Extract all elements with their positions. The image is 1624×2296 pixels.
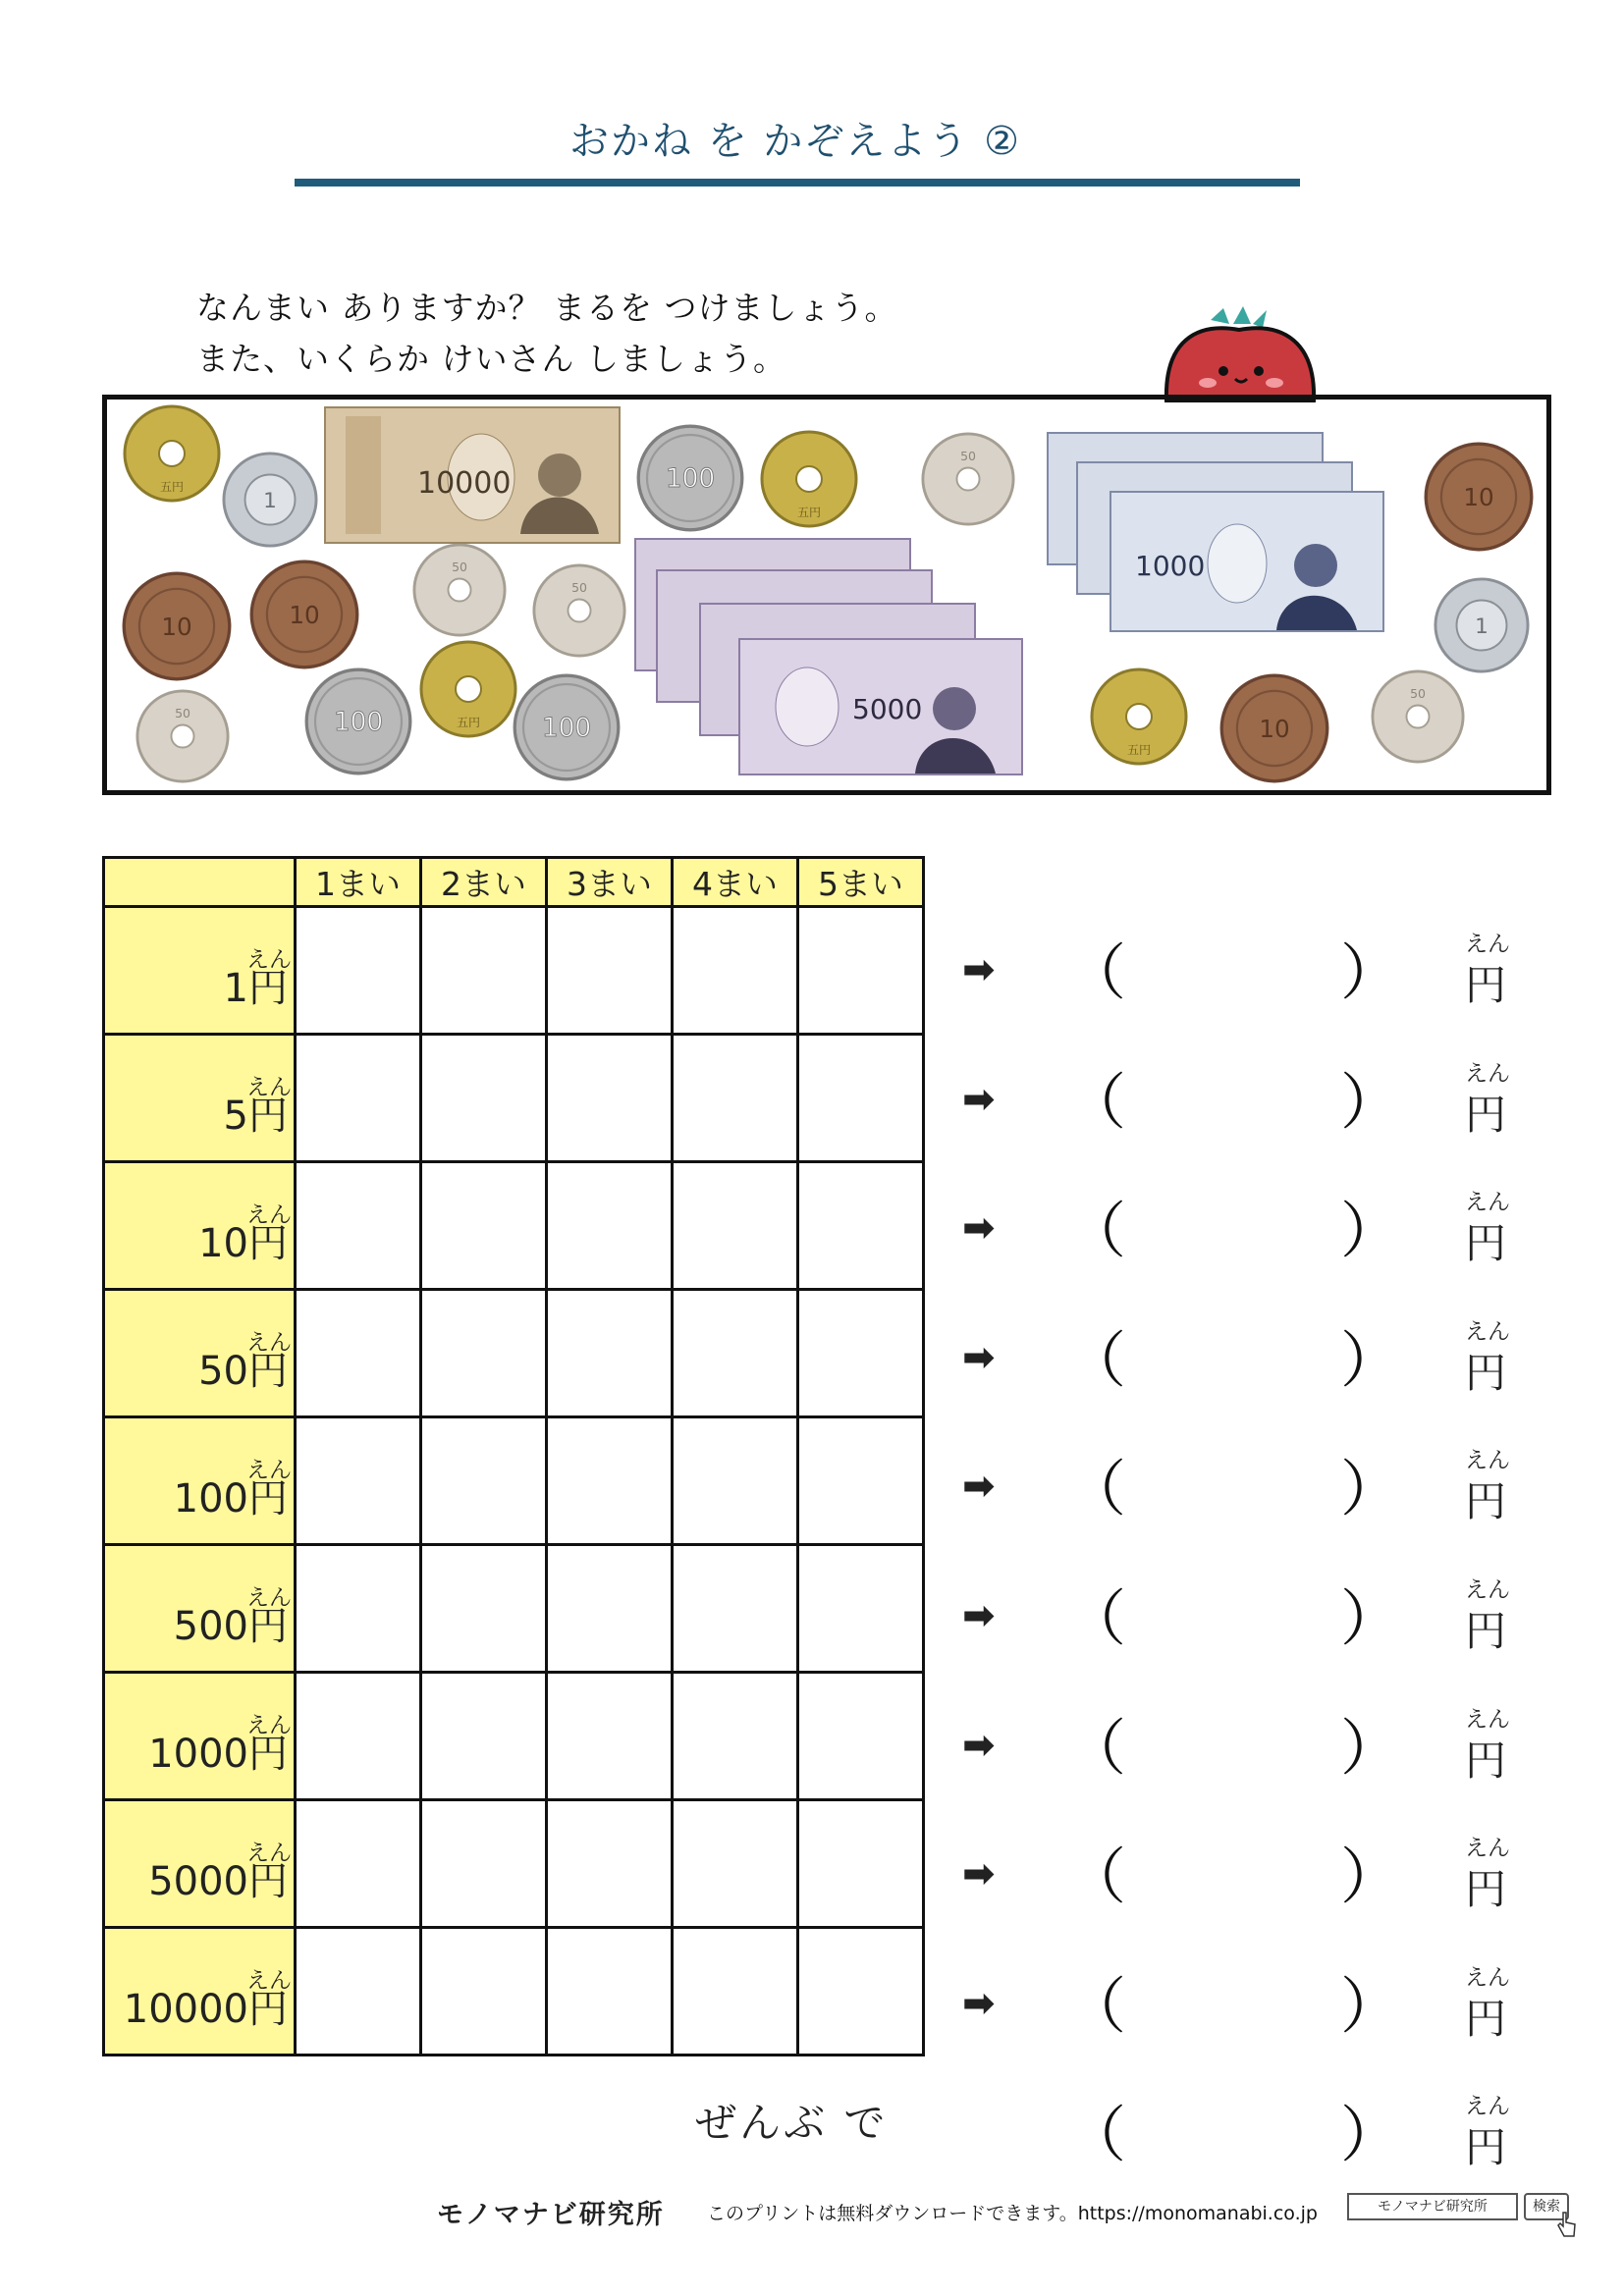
unit-ruby: えん: [1465, 1964, 1510, 1991]
svg-text:100: 100: [665, 462, 716, 494]
table-row: [104, 1162, 924, 1290]
svg-text:50: 50: [175, 705, 190, 721]
close-bracket: ）: [1340, 1453, 1402, 1525]
open-bracket: （: [1065, 1582, 1127, 1654]
fifty-yen-coin-icon: [135, 689, 230, 783]
answer-cell[interactable]: [296, 1928, 421, 2056]
fifty-yen-coin-icon: [532, 563, 626, 658]
answer-cell[interactable]: [296, 1673, 421, 1800]
answer-cell[interactable]: [547, 1417, 673, 1545]
svg-text:50: 50: [571, 579, 587, 595]
answer-cell[interactable]: [421, 1417, 547, 1545]
answer-cell[interactable]: [798, 1928, 924, 2056]
five-yen-coin-icon: [1090, 667, 1188, 766]
answer-cell[interactable]: [547, 1800, 673, 1928]
answer-cell[interactable]: [798, 1673, 924, 1800]
arrow-icon: ➡: [962, 1851, 996, 1897]
svg-text:5000: 5000: [852, 693, 923, 725]
row-label: 50円: [198, 1349, 288, 1394]
answer-cell[interactable]: [421, 1673, 547, 1800]
column-header: 1まい: [296, 858, 421, 907]
svg-text:五円: 五円: [159, 480, 185, 494]
arrow-icon: ➡: [962, 1464, 996, 1510]
row-label: 1円: [223, 966, 288, 1011]
open-bracket: （: [1065, 1195, 1127, 1267]
table-row: [104, 1800, 924, 1928]
answer-cell[interactable]: [421, 1035, 547, 1162]
answer-cell[interactable]: [547, 1162, 673, 1290]
five-yen-coin-icon: [419, 640, 517, 738]
answer-cell[interactable]: [547, 1545, 673, 1673]
open-bracket: （: [1065, 1841, 1127, 1913]
ten-yen-coin-icon: [249, 560, 359, 669]
svg-text:1: 1: [263, 488, 277, 513]
close-bracket: ）: [1340, 1711, 1402, 1784]
fifty-yen-coin-icon: [412, 543, 507, 637]
table-header-row: [104, 858, 924, 907]
svg-text:100: 100: [541, 712, 592, 743]
answer-cell[interactable]: [798, 1800, 924, 1928]
yen-unit: 円: [1465, 1090, 1507, 1139]
open-bracket: （: [1065, 1969, 1127, 2042]
hundred-yen-coin-icon: [304, 667, 412, 775]
row-label: 10000円: [123, 1987, 288, 2032]
answer-cell[interactable]: [421, 1162, 547, 1290]
svg-text:10: 10: [1259, 714, 1290, 743]
svg-text:1: 1: [1475, 614, 1489, 639]
table-row: [104, 1545, 924, 1673]
close-bracket: ）: [1340, 1969, 1402, 2042]
answer-cell[interactable]: [421, 1290, 547, 1417]
answer-cell[interactable]: [547, 1035, 673, 1162]
answer-cell[interactable]: [296, 1290, 421, 1417]
answer-cell[interactable]: [798, 1290, 924, 1417]
table-corner-cell: [104, 858, 296, 907]
five-yen-coin-icon: [123, 404, 221, 503]
answer-cell[interactable]: [421, 1545, 547, 1673]
footer-note: このプリントは無料ダウンロードできます。https://monomanabi.co.jp: [707, 2203, 1318, 2224]
row-ruby: えん: [246, 1841, 292, 1866]
close-bracket: ）: [1340, 1582, 1402, 1654]
table-row: [104, 1928, 924, 2056]
close-bracket: ）: [1340, 1323, 1402, 1396]
ten-thousand-yen-bill-icon: [324, 406, 621, 544]
table-row: [104, 1290, 924, 1417]
answer-cell[interactable]: [673, 1673, 798, 1800]
ten-yen-coin-icon: [1424, 442, 1534, 552]
row-label: 500円: [173, 1604, 288, 1649]
close-bracket: ）: [1340, 1195, 1402, 1267]
arrow-icon: ➡: [962, 1593, 996, 1638]
instruction-line-2: また、いくらか けいさん しましょう。: [196, 340, 786, 378]
row-ruby: えん: [246, 1713, 292, 1738]
answer-cell[interactable]: [547, 1290, 673, 1417]
open-bracket: （: [1065, 936, 1127, 1008]
yen-unit: 円: [1465, 1865, 1507, 1914]
pointer-hand-icon: [1557, 2211, 1577, 2238]
column-header: 4まい: [673, 858, 798, 907]
unit-ruby: えん: [1465, 1577, 1510, 1603]
row-label-cell: [104, 1673, 296, 1800]
row-ruby: えん: [246, 947, 292, 973]
row-label-cell: [104, 1162, 296, 1290]
unit-ruby: えん: [1465, 932, 1510, 957]
row-label-cell: [104, 1545, 296, 1673]
answer-cell[interactable]: [673, 1800, 798, 1928]
svg-text:100: 100: [333, 706, 384, 737]
yen-unit: 円: [1465, 2123, 1507, 2172]
unit-ruby: えん: [1465, 1448, 1510, 1474]
yen-unit: 円: [1465, 1219, 1507, 1268]
answer-cell[interactable]: [673, 1928, 798, 2056]
column-header: 5まい: [798, 858, 924, 907]
unit-ruby: えん: [1465, 1836, 1510, 1862]
row-ruby: えん: [246, 1585, 292, 1611]
open-bracket: （: [1065, 1711, 1127, 1784]
svg-text:10: 10: [161, 612, 192, 641]
table-row: [104, 1673, 924, 1800]
monomanabi-logo: モノマナビ研究所: [437, 2200, 665, 2230]
close-bracket: ）: [1340, 1841, 1402, 1913]
close-bracket: ）: [1340, 936, 1402, 1008]
ten-yen-coin-icon: [122, 571, 232, 681]
title-underline: [295, 179, 1300, 187]
answer-cell[interactable]: [798, 1545, 924, 1673]
unit-ruby: えん: [1465, 1318, 1510, 1345]
unit-ruby: えん: [1465, 1190, 1510, 1216]
open-bracket: （: [1065, 2099, 1127, 2171]
arrow-icon: ➡: [962, 1205, 996, 1252]
one-yen-coin-icon: [1434, 577, 1530, 673]
svg-text:50: 50: [960, 448, 976, 463]
row-label: 10円: [198, 1221, 288, 1266]
svg-text:50: 50: [1410, 685, 1426, 701]
total-label: ぜんぶ で: [695, 2099, 889, 2147]
row-label: 5円: [223, 1094, 288, 1139]
fifty-yen-coin-icon: [921, 432, 1015, 526]
open-bracket: （: [1065, 1065, 1127, 1138]
svg-text:50: 50: [452, 559, 467, 574]
instruction-line-1: なんまい ありますか？ まるを つけましょう。: [196, 289, 898, 327]
answer-cell[interactable]: [421, 907, 547, 1035]
table-row: [104, 907, 924, 1035]
answer-cell[interactable]: [798, 1162, 924, 1290]
unit-ruby: えん: [1465, 2094, 1510, 2120]
close-bracket: ）: [1340, 1065, 1402, 1138]
answer-cell[interactable]: [296, 907, 421, 1035]
coin-count-table: [102, 856, 925, 2056]
row-ruby: えん: [246, 1330, 292, 1356]
search-button[interactable]: 検索: [1524, 2193, 1569, 2220]
five-yen-coin-icon: [760, 430, 858, 528]
answer-cell[interactable]: [547, 1673, 673, 1800]
answer-cell[interactable]: [798, 907, 924, 1035]
hundred-yen-coin-icon: [636, 424, 744, 532]
fifty-yen-coin-icon: [1371, 669, 1465, 764]
svg-text:1000: 1000: [1135, 550, 1206, 582]
answer-cell[interactable]: [673, 907, 798, 1035]
answer-cell[interactable]: [798, 1035, 924, 1162]
row-label: 1000円: [148, 1732, 288, 1777]
search-input[interactable]: モノマナビ研究所: [1347, 2193, 1518, 2220]
row-label-cell: [104, 1290, 296, 1417]
column-header: 3まい: [547, 858, 673, 907]
answer-cell[interactable]: [547, 907, 673, 1035]
row-label-cell: [104, 1928, 296, 2056]
row-label-cell: [104, 907, 296, 1035]
answer-cell[interactable]: [673, 1417, 798, 1545]
five-thousand-yen-bill-icon: [738, 638, 1023, 775]
yen-unit: 円: [1465, 961, 1507, 1009]
yen-unit: 円: [1465, 1607, 1507, 1655]
arrow-icon: ➡: [962, 1334, 996, 1380]
svg-text:10: 10: [1463, 482, 1494, 511]
row-ruby: えん: [246, 1458, 292, 1483]
row-label: 100円: [173, 1476, 288, 1522]
unit-ruby: えん: [1465, 1060, 1510, 1087]
answer-cell[interactable]: [296, 1417, 421, 1545]
row-ruby: えん: [246, 1202, 292, 1228]
thousand-yen-bill-icon: [1110, 491, 1384, 632]
row-label-cell: [104, 1800, 296, 1928]
page-title: おかね を かぞえよう ②: [568, 119, 1021, 164]
row-label-cell: [104, 1417, 296, 1545]
table-row: [104, 1417, 924, 1545]
ten-yen-coin-icon: [1219, 673, 1329, 783]
row-ruby: えん: [246, 1075, 292, 1100]
apple-mascot-icon: [1157, 302, 1324, 400]
svg-text:10: 10: [289, 600, 320, 629]
row-ruby: えん: [246, 1968, 292, 1994]
answer-cell[interactable]: [296, 1035, 421, 1162]
yen-unit: 円: [1465, 1735, 1507, 1785]
one-yen-coin-icon: [222, 452, 318, 548]
arrow-icon: ➡: [962, 1980, 996, 2026]
answer-cell[interactable]: [296, 1545, 421, 1673]
svg-text:五円: 五円: [456, 716, 481, 729]
yen-unit: 円: [1465, 1477, 1507, 1526]
column-header: 2まい: [421, 858, 547, 907]
answer-cell[interactable]: [296, 1800, 421, 1928]
svg-text:五円: 五円: [1126, 743, 1152, 757]
answer-cell[interactable]: [547, 1928, 673, 2056]
arrow-icon: ➡: [962, 1722, 996, 1768]
answer-cell[interactable]: [673, 1545, 798, 1673]
close-bracket: ）: [1340, 2099, 1402, 2171]
open-bracket: （: [1065, 1453, 1127, 1525]
svg-text:10000: 10000: [417, 466, 512, 501]
row-label-cell: [104, 1035, 296, 1162]
answer-cell[interactable]: [296, 1162, 421, 1290]
hundred-yen-coin-icon: [513, 673, 621, 781]
yen-unit: 円: [1465, 1994, 1507, 2043]
unit-ruby: えん: [1465, 1706, 1510, 1733]
answer-cell[interactable]: [673, 1162, 798, 1290]
answer-cell[interactable]: [673, 1290, 798, 1417]
arrow-icon: ➡: [962, 947, 996, 992]
answer-cell[interactable]: [798, 1417, 924, 1545]
row-label: 5000円: [148, 1859, 288, 1904]
answer-cell[interactable]: [421, 1928, 547, 2056]
arrow-icon: ➡: [962, 1076, 996, 1122]
answer-cell[interactable]: [421, 1800, 547, 1928]
open-bracket: （: [1065, 1323, 1127, 1396]
answer-cell[interactable]: [673, 1035, 798, 1162]
yen-unit: 円: [1465, 1348, 1507, 1397]
table-row: [104, 1035, 924, 1162]
svg-text:五円: 五円: [796, 506, 822, 519]
